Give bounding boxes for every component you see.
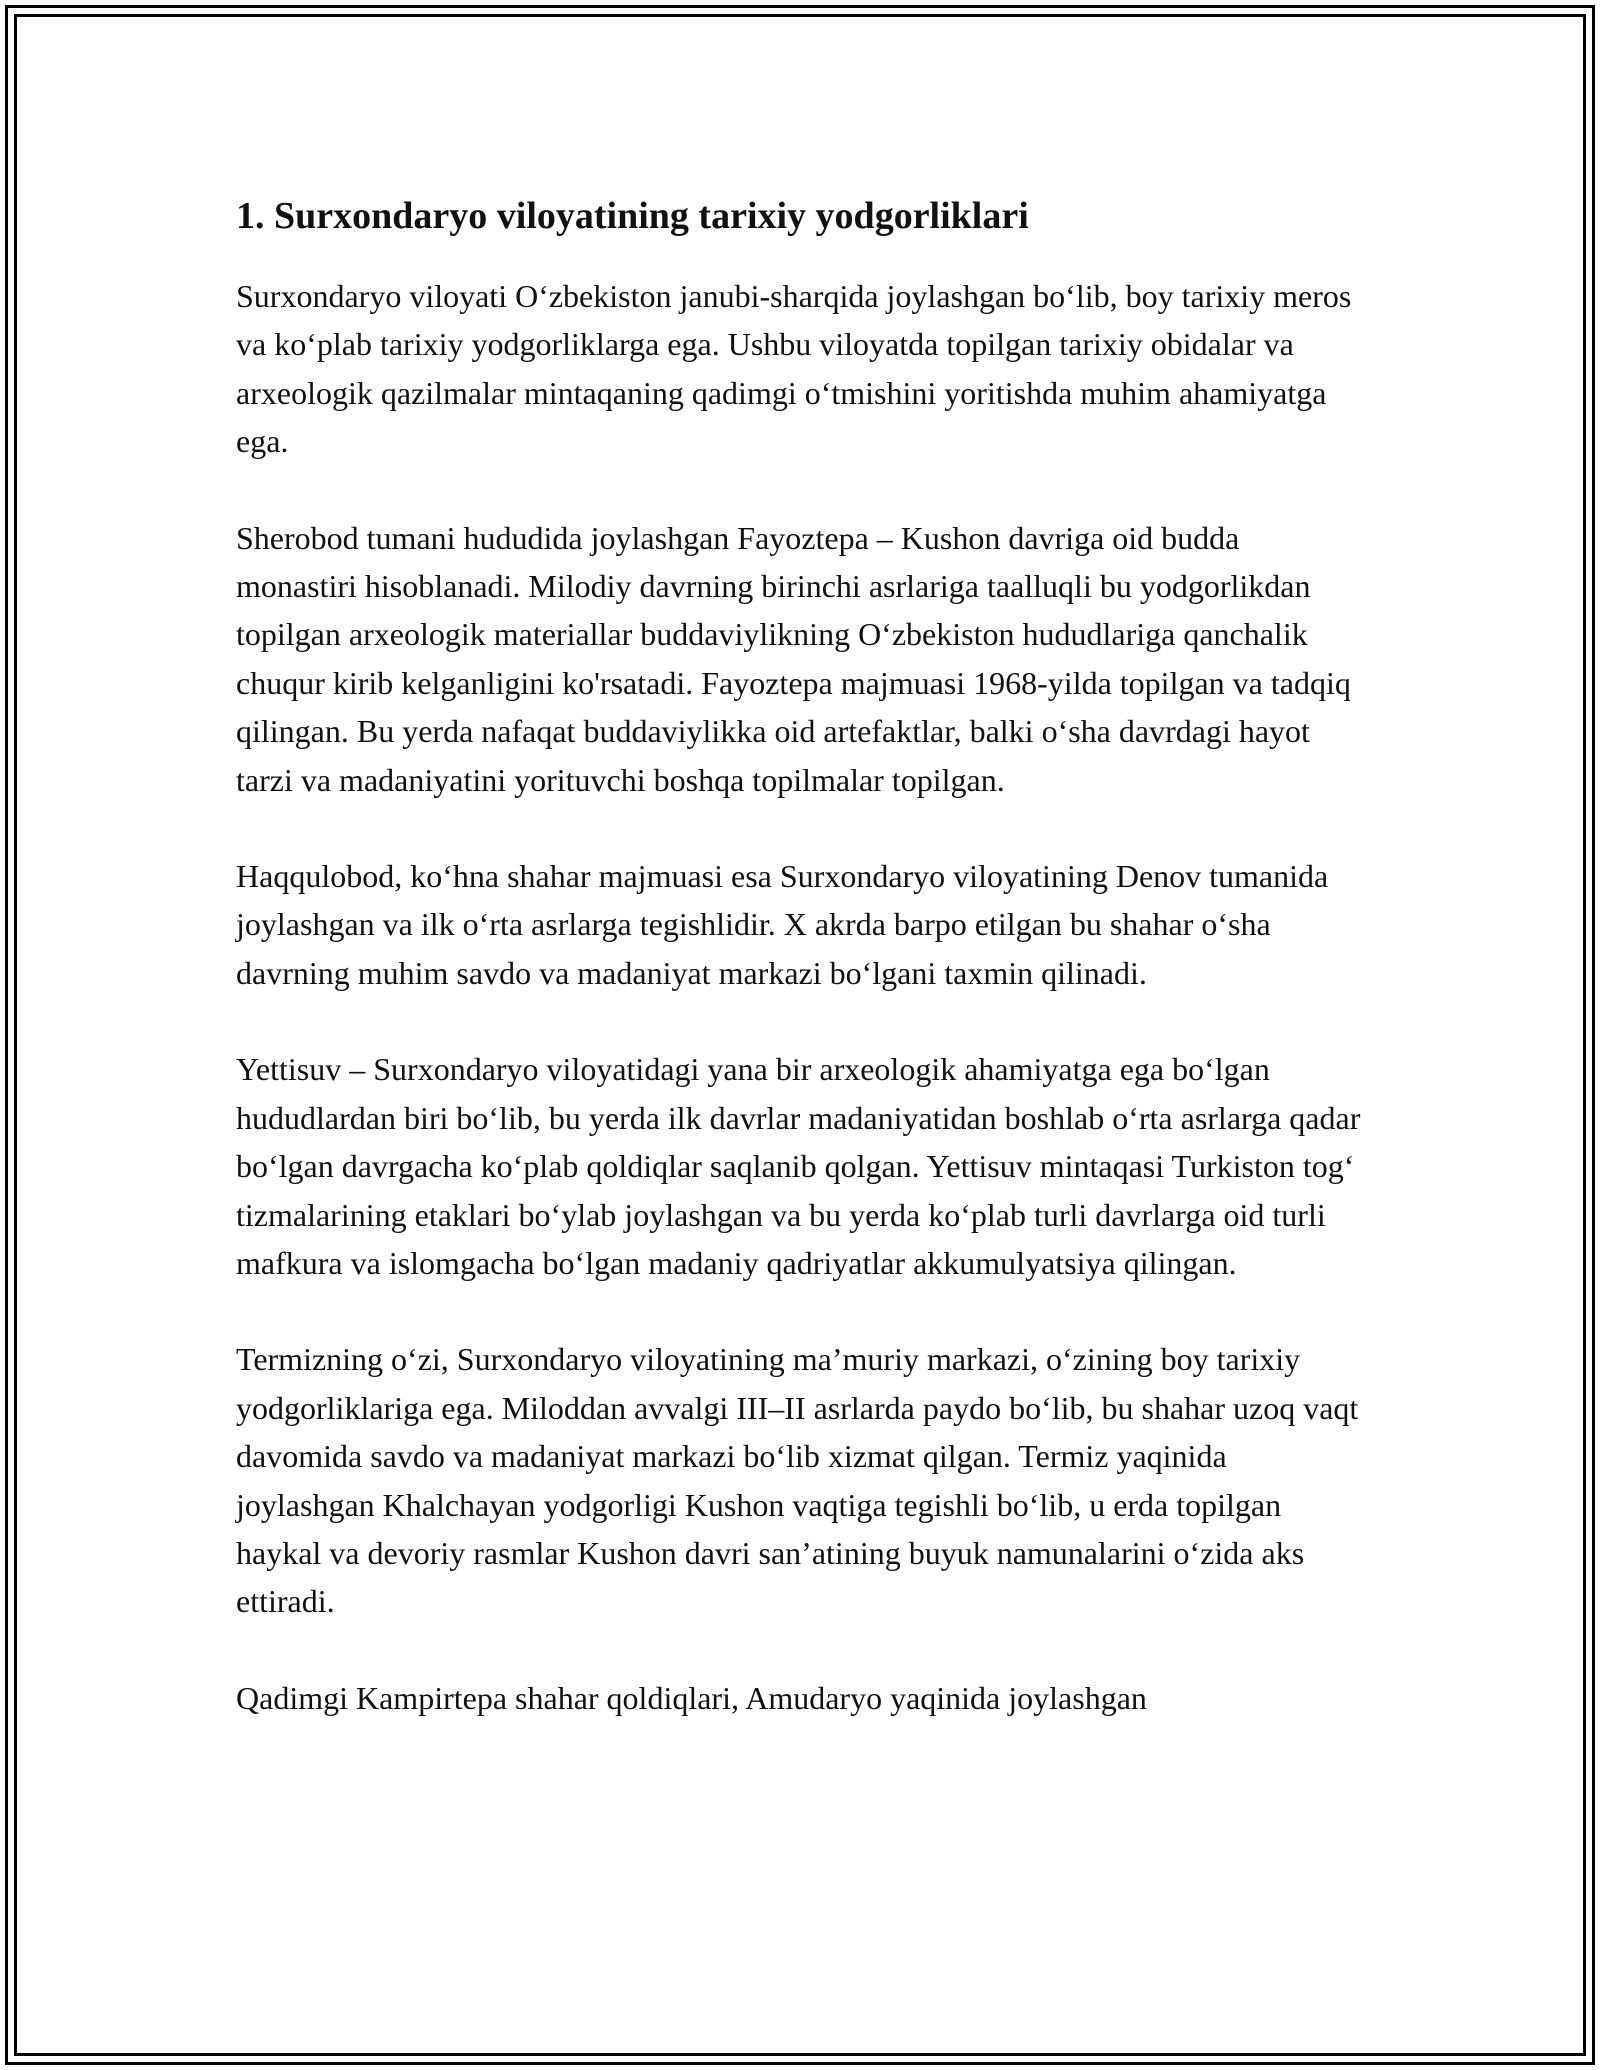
paragraph-intro: Surxondaryo viloyati O‘zbekiston janubi-sharqida joylashgan bo‘lib, boy tarixiy meros va ko‘plab tarixiy yodgorliklarga ega. Ushbu viloyatda topilgan tarixiy obidalar va arxeologik qazilmalar mintaqaning qadimgi o‘tmishini yoritishda muhim ahamiyatga ega.: [236, 278, 1352, 460]
paragraph-kampirtepa: Qadimgi Kampirtepa shahar qoldiqlari, Amudaryo yaqinida joylashgan: [236, 1679, 1147, 1716]
paragraph-fayoztepa: Sherobod tumani hududida joylashgan Fayoztepa – Kushon davriga oid budda monastiri hisoblanadi. Milodiy davrning birinchi asrlariga taalluqli bu yodgorlikdan topilgan arxeologik materiallar buddaviylikning O‘zbekiston hududlariga qanchalik chuqur kirib kelganligini ko'rsatadi. Fayoztepa majmuasi 1968-yilda topilgan va tadqiq qilingan. Bu yerda nafaqat buddaviylikka oid artefaktlar, balki o‘sha davrdagi hayot tarzi va madaniyatini yorituvchi boshqa topilmalar topilgan.: [236, 519, 1351, 798]
document-body: [236, 186, 1366, 1770]
paragraph-haqqulobod: Haqqulobod, ko‘hna shahar majmuasi esa Surxondaryo viloyatining Denov tumanida joylashgan va ilk o‘rta asrlarga tegishlidir. X akrda barpo etilgan bu shahar o‘sha davrning muhim savdo va madaniyat markazi bo‘lgani taxmin qilinadi.: [236, 858, 1329, 991]
paragraph-yettisuv: Yettisuv – Surxondaryo viloyatidagi yana bir arxeologik ahamiyatga ega bo‘lgan hududlardan biri bo‘lib, bu yerda ilk davrlar madaniyatidan boshlab o‘rta asrlarga qadar bo‘lgan davrgacha ko‘plab qoldiqlar saqlanib qolgan. Yettisuv mintaqasi Turkiston tog‘ tizmalarining etaklari bo‘ylab joylashgan va bu yerda ko‘plab turli davrlarga oid turli mafkura va islomgacha bo‘lgan madaniy qadriyatlar akkumulyatsiya qilingan.: [236, 1051, 1361, 1281]
paragraph-termiz: Termizning o‘zi, Surxondaryo viloyatining ma’muriy markazi, o‘zining boy tarixiy yodgorliklariga ega. Miloddan avvalgi III–II asrlarda paydo bo‘lib, bu shahar uzoq vaqt davomida savdo va madaniyat markazi bo‘lib xizmat qilgan. Termiz yaqinida joylashgan Khalchayan yodgorligi Kushon vaqtiga tegishli bo‘lib, u erda topilgan haykal va devoriy rasmlar Kushon davri san’atining buyuk namunalarini o‘zida aks ettiradi.: [236, 1341, 1359, 1620]
section-heading: 1. Surxondaryo viloyatining tarixiy yodgorliklari: [236, 195, 1029, 237]
